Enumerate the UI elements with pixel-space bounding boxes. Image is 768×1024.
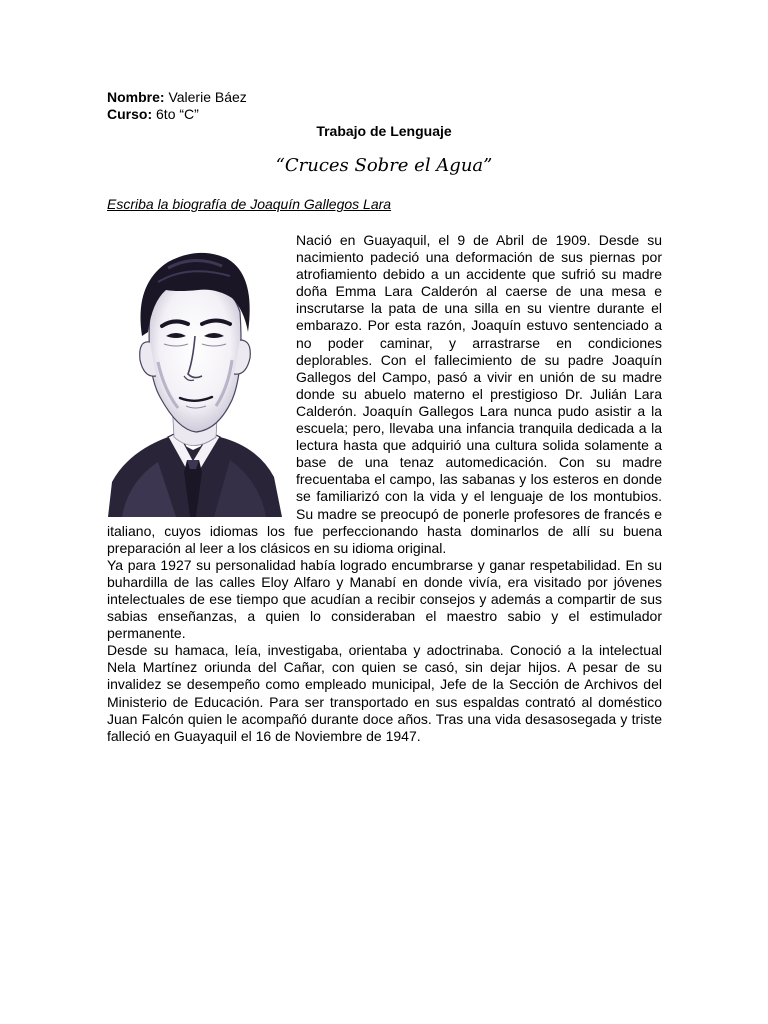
- biography-paragraph-1: Nació en Guayaquil, el 9 de Abril de 1909. Desde su nacimiento padeció una deformación de sus piernas por atrofiamiento debido a un accidente que sufrió su madre doña Emma Lara Calderón al caerse de una mesa e inscrutarse la pata de una silla en su vientre durante el embarazo. Por esta razón, Joaquín estuvo sentenciado a no poder caminar, y arrastrarse en condiciones deplorables. Con el fallecimiento de su padre Joaquín Gallegos del Campo, pasó a vivir en unión de su madre donde su abuelo materno el prestigioso Dr. Julián Lara Calderón. Joaquín Gallegos Lara nunca pudo asistir a la escuela; pero, llevaba una infancia tranquila dedicada a la lectura hasta que adquirió una cultura solida solamente a base de una tenaz automedicación. Con su madre frecuentaba el campo, las sabanas y los esteros en donde se familiarizó con la vida y el lenguaje de los montubios. Su madre se preocupó de ponerle profesores de francés e italiano, cuyos idiomas los fue perfeccionando hasta dominarlos de allí su buena preparación al leer a los clásicos en su idioma original.: [107, 232, 662, 556]
- biography-body: [107, 232, 662, 745]
- name-value: Valerie Báez: [168, 89, 247, 105]
- student-name-line: [107, 89, 247, 106]
- course-label: Curso:: [107, 106, 153, 122]
- course-value: 6to “C”: [156, 106, 199, 122]
- biography-paragraph-3: Desde su hamaca, leía, investigaba, orientaba y adoctrinaba. Conoció a la intelectual Nela Martínez oriunda del Cañar, con quien se casó, sin dejar hijos. A pesar de su invalidez se desempeño como empleado municipal, Jefe de la Sección de Archivos del Ministerio de Educación. Para ser transportado en sus espaldas contrató al doméstico Juan Falcón quien le acompañó durante doce años. Tras una vida desasosegada y triste falleció en Guayaquil el 16 de Noviembre de 1947.: [107, 642, 662, 744]
- book-title: “Cruces Sobre el Agua”: [275, 155, 493, 176]
- assignment-title: Trabajo de Lenguaje: [316, 123, 452, 139]
- course-line: [107, 106, 199, 123]
- name-label: Nombre:: [107, 89, 165, 105]
- portrait-image: [98, 232, 290, 517]
- biography-paragraph-2: Ya para 1927 su personalidad había logrado encumbrarse y ganar respetabilidad. En su buhardilla de las calles Eloy Alfaro y Manabí en donde vivía, era visitado por jóvenes intelectuales de ese tiempo que acudían a recibir consejos y además a compartir de sus sabias enseñanzas, a quien lo consideraban el maestro sabio y el estimulador permanente.: [107, 556, 662, 642]
- instruction-text: Escriba la biografía de Joaquín Gallegos Lara: [107, 196, 392, 212]
